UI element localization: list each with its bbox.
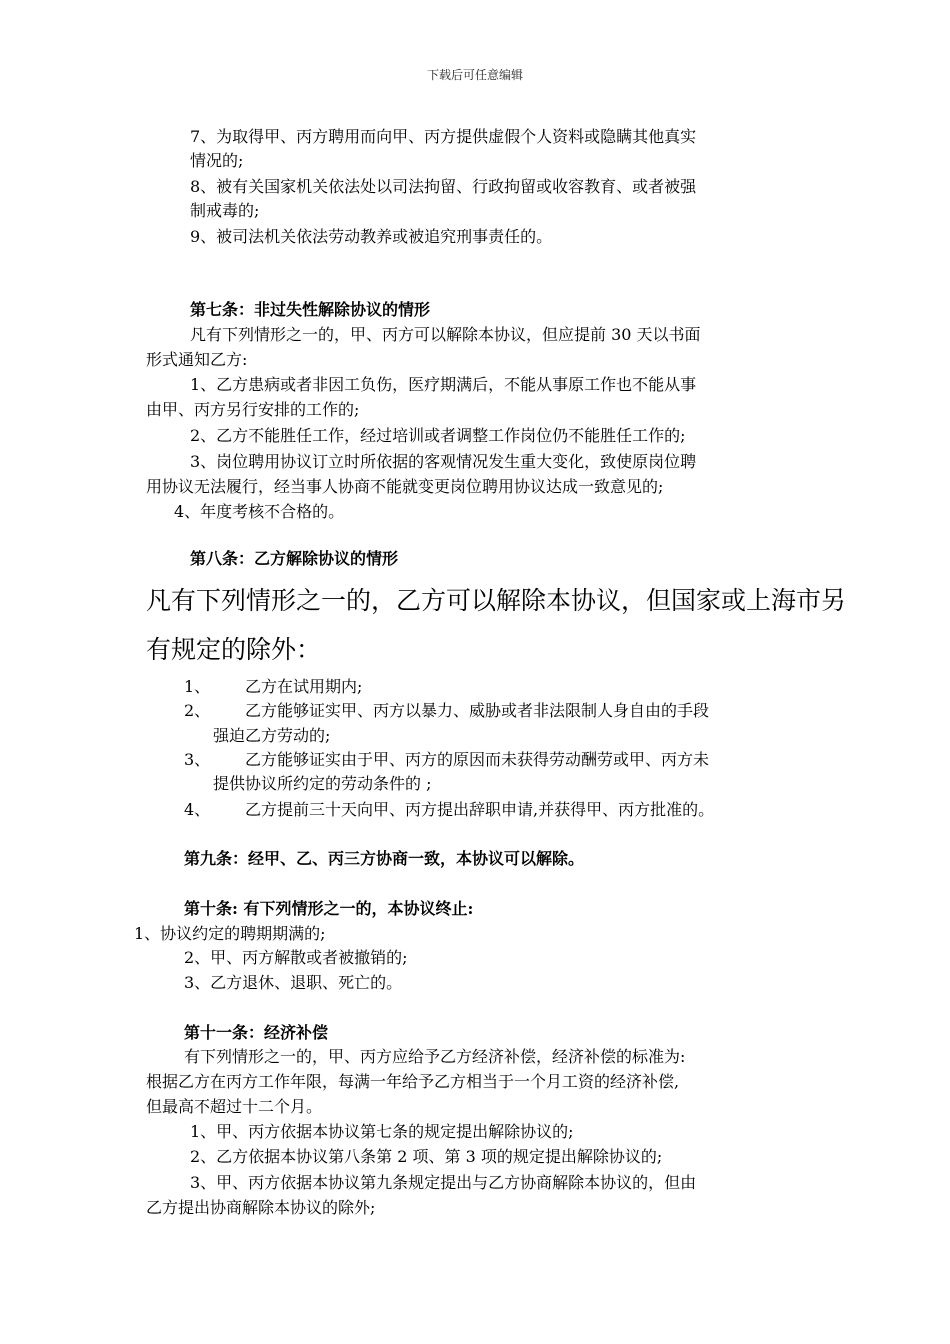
article-8-title: 第八条：乙方解除协议的情形 — [190, 549, 399, 568]
page-header: 下载后可任意编辑 — [426, 68, 523, 82]
item-8-line1: 8、被有关国家机关依法处以司法拘留、行政拘留或收容教育、或者被强 — [190, 177, 697, 196]
article-11-item-3-line2: 乙方提出协商解除本协议的除外; — [146, 1198, 376, 1217]
article-7-title: 第七条：非过失性解除协议的情形 — [190, 300, 431, 319]
article-8-item-1-text: 乙方在试用期内; — [245, 677, 363, 696]
article-7-item-1-line2: 由甲、丙方另行安排的工作的; — [146, 400, 360, 419]
article-10-item-1: 1、协议约定的聘期期满的; — [134, 924, 326, 943]
article-8-item-4-text: 乙方提前三十天向甲、丙方提出辞职申请,并获得甲、丙方批准的。 — [245, 800, 715, 819]
article-10-title: 第十条: 有下列情形之一的，本协议终止: — [184, 899, 474, 918]
article-9-title: 第九条：经甲、乙、丙三方协商一致，本协议可以解除。 — [184, 849, 585, 868]
article-7-item-2: 2、乙方不能胜任工作，经过培训或者调整工作岗位仍不能胜任工作的; — [190, 426, 686, 445]
article-7-para-line1: 凡有下列情形之一的，甲、丙方可以解除本协议，但应提前 30 天以书面 — [190, 325, 701, 344]
article-8-item-3-text-line1: 乙方能够证实由于甲、丙方的原因而未获得劳动酬劳或甲、丙方未 — [245, 750, 710, 769]
article-8-item-2-number: 2、 — [184, 701, 211, 720]
article-11-item-3-line1: 3、甲、丙方依据本协议第九条规定提出与乙方协商解除本协议的，但由 — [190, 1173, 697, 1192]
article-11-para-line2: 根据乙方在丙方工作年限，每满一年给予乙方相当于一个月工资的经济补偿, — [146, 1072, 680, 1091]
article-7-item-3-line2: 用协议无法履行，经当事人协商不能就变更岗位聘用协议达成一致意见的; — [146, 477, 664, 496]
item-7-line2: 情况的; — [190, 151, 244, 170]
article-10-item-2: 2、甲、丙方解散或者被撤销的; — [184, 948, 408, 967]
article-8-item-3-number: 3、 — [184, 750, 211, 769]
article-11-title: 第十一条：经济补偿 — [184, 1023, 329, 1042]
article-8-item-1-number: 1、 — [184, 677, 211, 696]
article-7-item-4: 4、年度考核不合格的。 — [174, 502, 345, 521]
article-7-para-line2: 形式通知乙方: — [146, 350, 248, 369]
article-8-item-3-text-line2: 提供协议所约定的劳动条件的 ; — [213, 774, 432, 793]
article-7-item-1-line1: 1、乙方患病或者非因工负伤，医疗期满后，不能从事原工作也不能从事 — [190, 375, 697, 394]
article-11-item-1: 1、甲、丙方依据本协议第七条的规定提出解除协议的; — [190, 1122, 574, 1141]
article-8-item-4-number: 4、 — [184, 800, 211, 819]
item-9: 9、被司法机关依法劳动教养或被追究刑事责任的。 — [190, 227, 553, 246]
article-8-item-2-text-line2: 强迫乙方劳动的; — [213, 726, 331, 745]
article-7-item-3-line1: 3、岗位聘用协议订立时所依据的客观情况发生重大变化，致使原岗位聘 — [190, 452, 697, 471]
article-11-para-line3: 但最高不超过十二个月。 — [146, 1097, 323, 1116]
article-8-para-line2: 有规定的除外： — [146, 635, 322, 664]
article-8-para-line1: 凡有下列情形之一的，乙方可以解除本协议，但国家或上海市另 — [146, 586, 847, 615]
item-8-line2: 制戒毒的; — [190, 201, 260, 220]
article-11-para-line1: 有下列情形之一的，甲、丙方应给予乙方经济补偿，经济补偿的标准为: — [184, 1047, 686, 1066]
article-11-item-2: 2、乙方依据本协议第八条第 2 项、第 3 项的规定提出解除协议的; — [190, 1147, 663, 1166]
article-10-item-3: 3、乙方退休、退职、死亡的。 — [184, 973, 403, 992]
item-7-line1: 7、为取得甲、丙方聘用而向甲、丙方提供虚假个人资料或隐瞒其他真实 — [190, 127, 697, 146]
article-8-item-2-text-line1: 乙方能够证实甲、丙方以暴力、威胁或者非法限制人身自由的手段 — [245, 701, 710, 720]
